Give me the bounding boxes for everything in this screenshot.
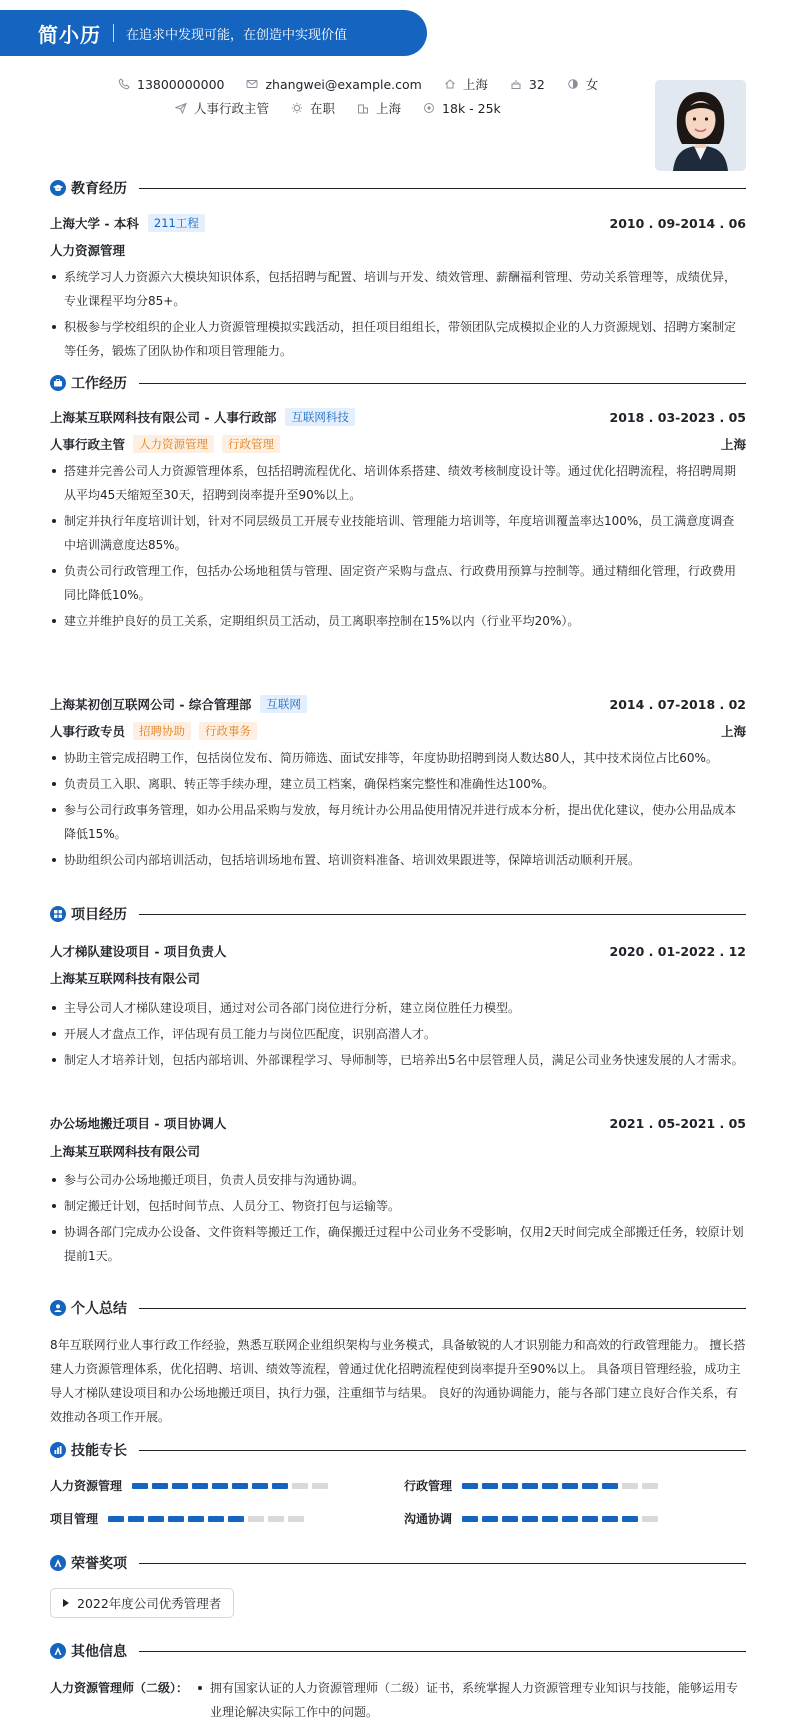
skill-segment <box>562 1483 578 1489</box>
section-rule <box>139 1308 746 1309</box>
skill-segment <box>288 1516 304 1522</box>
gender-item <box>567 75 599 93</box>
location-item <box>444 75 488 93</box>
skill-tag: 人力资源管理 <box>133 435 214 453</box>
skill-segment <box>232 1483 248 1489</box>
skill-segment <box>148 1516 164 1522</box>
salary-text: 18k - 25k <box>442 100 501 116</box>
skill-segment <box>172 1483 188 1489</box>
phone-icon <box>118 78 130 90</box>
skill-segment <box>482 1483 498 1489</box>
skill-segment <box>602 1516 618 1522</box>
section-education <box>50 178 746 198</box>
skill-segment <box>108 1516 124 1522</box>
city-text: 上海 <box>376 101 402 116</box>
skill-name: 项目管理 <box>50 1512 99 1526</box>
skill-segment <box>248 1516 264 1522</box>
bar-chart-icon <box>50 1442 66 1458</box>
project-company-row <box>50 968 746 988</box>
graduation-cap-icon <box>50 180 66 196</box>
avatar-portrait <box>655 80 746 171</box>
age-text: 32 <box>528 76 545 92</box>
section-title: 工作经历 <box>71 376 127 392</box>
email-item <box>246 77 421 92</box>
brand-logo: 简小历 <box>38 22 101 47</box>
info-icon <box>50 1643 66 1659</box>
gender-icon <box>567 78 579 90</box>
skill-segment <box>642 1483 658 1489</box>
skill-segment <box>312 1483 328 1489</box>
list-item: 协助组织公司内部培训活动，包括培训场地布置、培训资料准备、培训效果跟进等，保障培训活动顺利开展。 <box>50 848 746 872</box>
skill-segment <box>542 1516 558 1522</box>
header-banner <box>0 10 427 56</box>
skill-segment <box>562 1516 578 1522</box>
skill-segment <box>622 1516 638 1522</box>
list-item: 制定搬迁计划，包括时间节点、人员分工、物资打包与运输等。 <box>50 1194 746 1218</box>
list-item: 积极参与学校组织的企业人力资源管理模拟实践活动，担任项目组组长，带领团队完成模拟企业的人力资源规划、招聘方案制定等任务，锻炼了团队协作和项目管理能力。 <box>50 315 746 363</box>
section-other <box>50 1641 746 1661</box>
list-item: 搭建并完善公司人力资源管理体系，包括招聘流程优化、培训体系搭建、绩效考核制度设计等。通过优化招聘流程，将招聘周期从平均45天缩短至30天，招聘到岗率提升至90%以上。 <box>50 459 746 507</box>
project-header <box>50 941 746 961</box>
award-text: 2022年度公司优秀管理者 <box>77 1596 222 1611</box>
skill-tag: 行政事务 <box>199 722 257 740</box>
skill-segment <box>522 1483 538 1489</box>
list-item: 协调各部门完成办公设备、文件资料等搬迁工作，确保搬迁过程中公司业务不受影响，仅用2天时间完成全部搬迁任务，较原计划提前1天。 <box>50 1220 746 1268</box>
skill-level-bar <box>462 1516 662 1522</box>
section-rule <box>139 188 746 189</box>
skill-segment <box>642 1516 658 1522</box>
school-tag: 211工程 <box>148 214 205 232</box>
coin-icon <box>423 102 435 114</box>
skill-segment <box>462 1483 478 1489</box>
list-item: 建立并维护良好的员工关系，定期组织员工活动，员工离职率控制在15%以内（行业平均20%）。 <box>50 609 746 633</box>
school-name: 上海大学 - 本科 <box>50 216 139 231</box>
skill-segment <box>622 1483 638 1489</box>
job-date: 2014 . 07-2018 . 02 <box>609 696 746 712</box>
skill-segment <box>212 1483 228 1489</box>
skill-segment <box>128 1516 144 1522</box>
phone-item <box>118 77 224 92</box>
skill-segment <box>462 1516 478 1522</box>
skill-item <box>50 1477 332 1494</box>
job-header <box>50 694 746 714</box>
skill-segment <box>208 1516 224 1522</box>
salary-item <box>423 101 501 116</box>
project-name: 办公场地搬迁项目 - 项目协调人 <box>50 1116 227 1131</box>
mail-icon <box>246 78 258 90</box>
industry-tag: 互联网 <box>260 695 307 713</box>
skill-name: 沟通协调 <box>404 1512 453 1526</box>
education-major-row <box>50 240 746 260</box>
user-icon <box>50 1300 66 1316</box>
skill-segment <box>482 1516 498 1522</box>
section-title: 教育经历 <box>71 181 127 197</box>
skill-segment <box>542 1483 558 1489</box>
skill-segment <box>192 1483 208 1489</box>
education-header <box>50 213 746 233</box>
skill-name: 行政管理 <box>404 1479 453 1493</box>
skill-segment <box>252 1483 268 1489</box>
education-date: 2010 . 09-2014 . 06 <box>609 215 746 231</box>
job-date: 2018 . 03-2023 . 05 <box>609 409 746 425</box>
job-header <box>50 407 746 427</box>
job-bullets <box>50 746 746 874</box>
industry-tag: 互联网科技 <box>285 408 355 426</box>
project-bullets <box>50 1168 746 1270</box>
skill-segment <box>188 1516 204 1522</box>
job-city: 上海 <box>720 724 746 739</box>
cake-icon <box>510 78 522 90</box>
job-role-row <box>50 434 746 454</box>
list-item: 开展人才盘点工作，评估现有员工能力与岗位匹配度，识别高潜人才。 <box>50 1022 746 1046</box>
project-date: 2020 . 01-2022 . 12 <box>609 943 746 959</box>
list-item: 参与公司行政事务管理，如办公用品采购与发放，每月统计办公用品使用情况并进行成本分析，提出优化建议，使办公用品成本降低15%。 <box>50 798 746 846</box>
skill-level-bar <box>462 1483 662 1489</box>
section-summary <box>50 1298 746 1318</box>
skill-segment <box>522 1516 538 1522</box>
gender-text: 女 <box>585 77 599 92</box>
skill-segment <box>268 1516 284 1522</box>
section-rule <box>139 1563 746 1564</box>
email-text: zhangwei@example.com <box>265 76 422 92</box>
section-skills <box>50 1440 746 1460</box>
skill-segment <box>228 1516 244 1522</box>
project-header <box>50 1113 746 1133</box>
avatar <box>655 80 746 171</box>
phone-text: 13800000000 <box>137 76 225 92</box>
skill-tag: 招聘协助 <box>133 722 191 740</box>
list-item: 负责公司行政管理工作，包括办公场地租赁与管理、固定资产采购与盘点、行政费用预算与控制等。通过精细化管理，行政费用同比降低10%。 <box>50 559 746 607</box>
location-text: 上海 <box>462 77 488 92</box>
job-role-row <box>50 721 746 741</box>
skill-level-bar <box>108 1516 308 1522</box>
job-city: 上海 <box>720 437 746 452</box>
section-title: 个人总结 <box>71 1301 127 1317</box>
skill-segment <box>582 1483 598 1489</box>
skill-segment <box>132 1483 148 1489</box>
list-item: 系统学习人力资源六大模块知识体系，包括招聘与配置、培训与开发、绩效管理、薪酬福利管理、劳动关系管理等，成绩优异，专业课程平均分85+。 <box>50 265 746 313</box>
education-bullets <box>50 265 746 365</box>
section-title: 项目经历 <box>71 907 127 923</box>
send-icon <box>175 102 187 114</box>
skill-segment <box>152 1483 168 1489</box>
project-bullets <box>50 996 746 1074</box>
section-rule <box>139 1450 746 1451</box>
section-rule <box>139 1651 746 1652</box>
skill-segment <box>502 1483 518 1489</box>
section-work <box>50 373 746 393</box>
home-icon <box>444 78 456 90</box>
city-item <box>357 99 401 117</box>
skill-item <box>404 1477 662 1494</box>
skill-name: 人力资源管理 <box>50 1479 123 1493</box>
skill-segment <box>502 1516 518 1522</box>
banner-divider <box>113 24 114 42</box>
position-item <box>175 99 269 117</box>
major-name: 人力资源管理 <box>50 243 126 258</box>
other-info-row <box>50 1676 746 1724</box>
award-icon <box>50 1555 66 1571</box>
project-company: 上海某互联网科技有限公司 <box>50 971 201 986</box>
slogan: 在追求中发现可能，在创造中实现价值 <box>126 27 348 43</box>
contact-row-2 <box>175 99 523 117</box>
contact-row-1 <box>118 75 620 93</box>
skill-segment <box>602 1483 618 1489</box>
section-title: 其他信息 <box>71 1644 127 1660</box>
briefcase-icon <box>50 375 66 391</box>
skill-item <box>404 1510 662 1527</box>
award-chip <box>50 1588 234 1618</box>
building-icon <box>357 102 369 114</box>
section-rule <box>139 383 746 384</box>
list-item: 协助主管完成招聘工作，包括岗位发布、简历筛选、面试安排等，年度协助招聘到岗人数达80人，其中技术岗位占比60%。 <box>50 746 746 770</box>
other-value: 拥有国家认证的人力资源管理师（二级）证书，系统掌握人力资源管理专业知识与技能，能够运用专业理论解决实际工作中的问题。 <box>196 1676 746 1724</box>
company-name: 上海某初创互联网公司 - 综合管理部 <box>50 697 252 712</box>
job-role: 人事行政主管 <box>50 437 126 452</box>
other-key: 人力资源管理师（二级）： <box>50 1681 189 1695</box>
skill-segment <box>582 1516 598 1522</box>
triangle-right-icon <box>63 1599 69 1607</box>
skill-tag: 行政管理 <box>222 435 280 453</box>
skill-item <box>50 1510 308 1527</box>
skill-segment <box>168 1516 184 1522</box>
project-name: 人才梯队建设项目 - 项目负责人 <box>50 944 227 959</box>
status-text: 在职 <box>310 101 336 116</box>
section-projects <box>50 904 746 924</box>
section-title: 技能专长 <box>71 1443 127 1459</box>
section-rule <box>139 914 746 915</box>
summary-text: 8年互联网行业人事行政工作经验，熟悉互联网企业组织架构与业务模式，具备敏锐的人才识别能力和高效的行政管理能力。 擅长搭建人力资源管理体系，优化招聘、培训、绩效等流程，曾通过优化招聘流程使到岗率提升至90%以上。 具备项目管理经验，成功主导人才梯队建设项目和办公场地搬迁项目，执行力强，注重细节与结果。 良好的沟通协调能力，能与各部门建立良好合作关系，有效推动各项工作开展。 <box>50 1338 746 1424</box>
skill-level-bar <box>132 1483 332 1489</box>
sun-icon <box>291 102 303 114</box>
company-name: 上海某互联网科技有限公司 - 人事行政部 <box>50 410 277 425</box>
job-bullets <box>50 459 746 635</box>
list-item: 制定人才培养计划，包括内部培训、外部课程学习、导师制等，已培养出5名中层管理人员，满足公司业务快速发展的人才需求。 <box>50 1048 746 1072</box>
skill-segment <box>272 1483 288 1489</box>
grid-icon <box>50 906 66 922</box>
project-company-row <box>50 1141 746 1161</box>
skill-segment <box>292 1483 308 1489</box>
section-awards <box>50 1553 746 1573</box>
list-item: 参与公司办公场地搬迁项目，负责人员安排与沟通协调。 <box>50 1168 746 1192</box>
list-item: 主导公司人才梯队建设项目，通过对公司各部门岗位进行分析，建立岗位胜任力模型。 <box>50 996 746 1020</box>
project-date: 2021 . 05-2021 . 05 <box>609 1115 746 1131</box>
project-company: 上海某互联网科技有限公司 <box>50 1144 201 1159</box>
section-title: 荣誉奖项 <box>71 1556 127 1572</box>
position-text: 人事行政主管 <box>194 101 270 116</box>
job-role: 人事行政专员 <box>50 724 126 739</box>
list-item: 负责员工入职、离职、转正等手续办理，建立员工档案，确保档案完整性和准确性达100%。 <box>50 772 746 796</box>
status-item <box>291 99 335 117</box>
age-item <box>510 77 545 92</box>
list-item: 制定并执行年度培训计划，针对不同层级员工开展专业技能培训、管理能力培训等，年度培训覆盖率达100%，员工满意度调查中培训满意度达85%。 <box>50 509 746 557</box>
